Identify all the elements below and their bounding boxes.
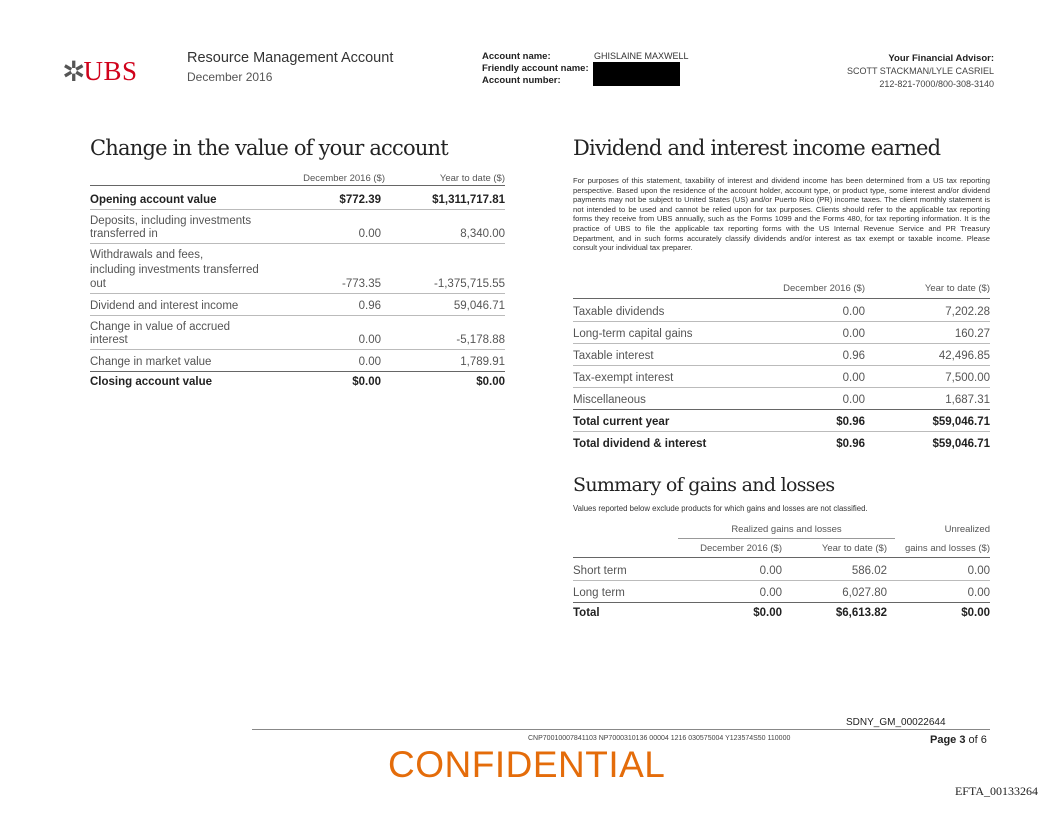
statement-date: December 2016 <box>187 70 273 84</box>
row-december: $0.00 <box>753 607 782 619</box>
page-label: Page <box>930 734 957 746</box>
realized-group-rule <box>678 538 895 539</box>
row-ytd: 160.27 <box>954 328 990 340</box>
friendly-name-label: Friendly account name: <box>482 63 589 74</box>
change-row-accrued <box>90 315 505 350</box>
change-row-closing <box>90 371 505 391</box>
row-label-line2: including investments transferred <box>90 264 259 276</box>
row-unrealized: $0.00 <box>961 607 990 619</box>
dividend-col-december: December 2016 ($) <box>783 283 865 294</box>
row-label-line1: Withdrawals and fees, <box>90 249 204 261</box>
row-december: 0.00 <box>358 228 381 240</box>
row-ytd: 1,687.31 <box>945 394 990 406</box>
gains-row-total <box>573 602 990 622</box>
row-december: $772.39 <box>339 194 381 206</box>
row-ytd: $59,046.71 <box>932 416 990 428</box>
redaction-box <box>593 62 680 86</box>
row-label: Total dividend & interest <box>573 438 707 450</box>
change-row-market <box>90 349 505 372</box>
unrealized-head-line2: gains and losses ($) <box>904 543 990 554</box>
row-ytd: -1,375,715.55 <box>434 278 505 290</box>
statement-code: CNP70010007841103 NP7000310136 00004 1216 030575004 Y123574S50 110000 <box>528 735 791 742</box>
change-row-opening <box>90 186 505 210</box>
change-row-withdrawals <box>90 243 505 294</box>
row-december: $0.00 <box>352 376 381 388</box>
gains-note: Values reported below exclude products for which gains and losses are not classified. <box>573 504 868 513</box>
row-unrealized: 0.00 <box>967 565 990 577</box>
row-label-line1: Change in value of accrued <box>90 321 231 333</box>
page-total: of 6 <box>968 734 987 746</box>
dividend-row-total-all <box>573 431 990 453</box>
row-december: 0.00 <box>759 565 782 577</box>
row-december: $0.96 <box>836 438 865 450</box>
efta-number: EFTA_00133264 <box>954 784 1038 798</box>
page-indicator <box>930 734 987 746</box>
change-col-december: December 2016 ($) <box>303 173 385 184</box>
change-row-dividend <box>90 293 505 316</box>
row-label: Taxable interest <box>573 350 654 362</box>
row-label-line3: out <box>90 278 106 290</box>
row-december: 0.00 <box>842 306 865 318</box>
row-unrealized: 0.00 <box>967 587 990 599</box>
row-ytd: 8,340.00 <box>460 228 505 240</box>
row-label: Opening account value <box>90 194 217 206</box>
row-ytd: 7,202.28 <box>945 306 990 318</box>
ubs-logo <box>62 56 138 87</box>
row-december: $0.96 <box>836 416 865 428</box>
financial-advisor <box>847 52 994 91</box>
dividend-income-title: Dividend and interest income earned <box>573 136 941 160</box>
gains-row-long-term <box>573 580 990 603</box>
keys-logo-icon: ✲ <box>62 54 80 88</box>
row-label-line2: interest <box>90 334 128 346</box>
dividend-row-ltcg <box>573 321 990 344</box>
row-december: 0.00 <box>842 372 865 384</box>
row-ytd: $6,613.82 <box>835 607 887 619</box>
footer-rule <box>252 729 990 730</box>
row-label: Miscellaneous <box>573 394 646 406</box>
row-label-line1: Deposits, including investments <box>90 215 252 227</box>
unrealized-head-line1: Unrealized <box>944 524 990 535</box>
gains-row-short-term <box>573 558 990 581</box>
dividend-row-taxable-interest <box>573 343 990 366</box>
confidential-stamp: CONFIDENTIAL <box>388 744 666 785</box>
row-december: 0.96 <box>842 350 865 362</box>
change-in-value-title: Change in the value of your account <box>90 136 448 160</box>
row-ytd: -5,178.88 <box>456 334 505 346</box>
row-label: Tax-exempt interest <box>573 372 674 384</box>
gains-col-ytd: Year to date ($) <box>821 543 887 554</box>
row-ytd: $0.00 <box>476 376 505 388</box>
row-label-line2: transferred in <box>90 228 158 240</box>
realized-group-head: Realized gains and losses <box>731 524 842 535</box>
row-ytd: 42,496.85 <box>938 350 990 362</box>
row-label: Total current year <box>573 416 670 428</box>
row-ytd: 7,500.00 <box>945 372 990 384</box>
row-ytd: 6,027.80 <box>842 587 887 599</box>
row-december: 0.00 <box>358 334 381 346</box>
row-label: Total <box>573 607 600 619</box>
row-december: 0.00 <box>842 328 865 340</box>
row-december: 0.00 <box>842 394 865 406</box>
change-col-ytd: Year to date ($) <box>439 173 505 184</box>
row-label: Change in market value <box>90 356 212 368</box>
row-label: Closing account value <box>90 376 213 388</box>
account-name-value: GHISLAINE MAXWELL <box>594 51 689 61</box>
row-ytd: $1,311,717.81 <box>432 194 505 206</box>
advisor-label: Your Financial Advisor: <box>888 53 994 64</box>
row-ytd: 586.02 <box>851 565 887 577</box>
row-december: 0.96 <box>358 300 381 312</box>
dividend-row-tax-exempt <box>573 365 990 388</box>
change-row-deposits <box>90 209 505 244</box>
row-december: 0.00 <box>759 587 782 599</box>
row-ytd: 1,789.91 <box>460 356 505 368</box>
page-number: 3 <box>959 734 966 746</box>
logo-text: UBS <box>83 56 138 86</box>
dividend-row-taxable-dividends <box>573 299 990 322</box>
gains-losses-title: Summary of gains and losses <box>573 474 835 496</box>
row-label: Short term <box>573 565 627 577</box>
document-title: Resource Management Account <box>187 50 394 66</box>
row-december: -773.35 <box>341 278 381 290</box>
row-ytd: 59,046.71 <box>453 300 505 312</box>
dividend-row-total-current <box>573 409 990 432</box>
advisor-names: SCOTT STACKMAN/LYLE CASRIEL <box>846 66 994 76</box>
gains-col-december: December 2016 ($) <box>700 543 782 554</box>
row-label: Long-term capital gains <box>573 328 693 340</box>
bates-number: SDNY_GM_00022644 <box>846 717 946 728</box>
account-name-label: Account name: <box>482 51 551 62</box>
dividend-row-misc <box>573 387 990 410</box>
row-label: Taxable dividends <box>573 306 665 318</box>
row-december: 0.00 <box>358 356 381 368</box>
row-ytd: $59,046.71 <box>932 438 990 450</box>
dividend-col-ytd: Year to date ($) <box>924 283 990 294</box>
account-number-label: Account number: <box>482 75 561 86</box>
advisor-phone: 212-821-7000/800-308-3140 <box>879 79 994 89</box>
row-label: Long term <box>573 587 625 599</box>
tax-disclaimer: For purposes of this statement, taxability of interest and dividend income has been determined from a US tax reporting perspective. Based upon the residence of the account holder, account type, or product type, some interest and/or dividend payments may not be subject to United States (US) and/or Puerto Rico (PR) income taxes. The client monthly statement is not intended to be used and cannot be relied upon for tax purposes. Clients should refer to the applicable tax reporting forms they receive from UBS annually, such as the Forms 1099 and the Forms 480, for tax reporting information. It is the practice of UBS to file the applicable tax reporting forms with the US Internal Revenue Service and PR Treasury Department, and in such forms accurately classify dividends and/or interest as tax exempt or taxable income. Please consult your individual tax preparer. <box>573 176 990 253</box>
row-label: Dividend and interest income <box>90 300 239 312</box>
